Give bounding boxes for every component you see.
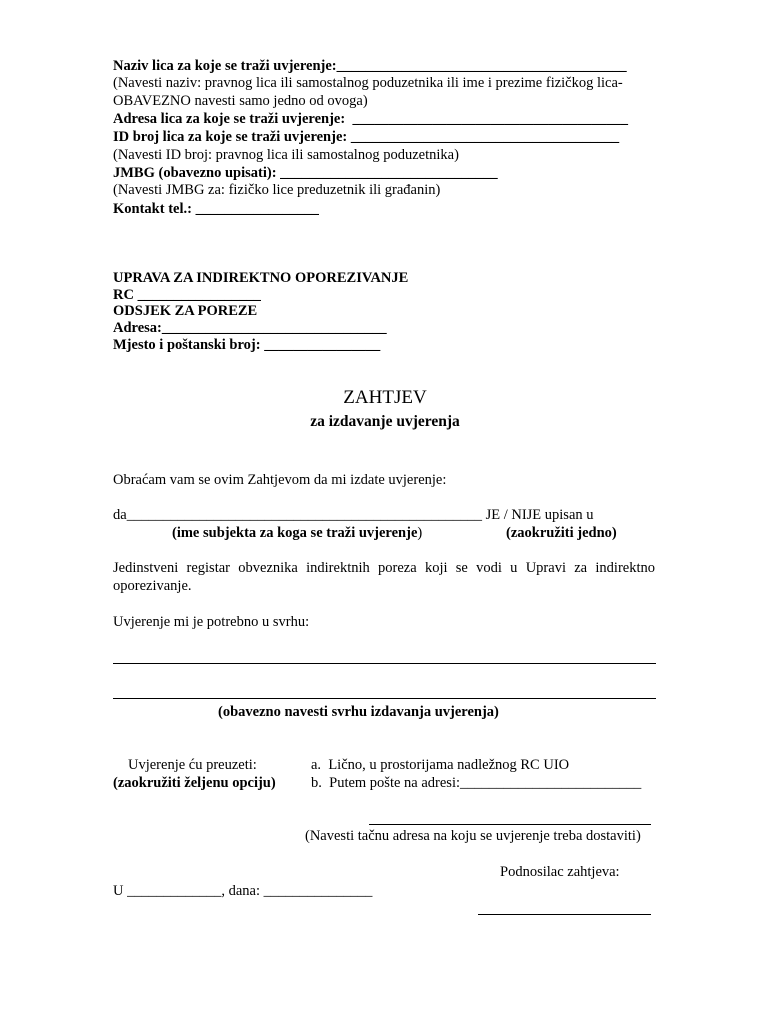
pickup-option-a — [311, 756, 569, 774]
signer-label: Podnosilac zahtjeva: — [500, 864, 620, 880]
applicant-jmbg-row — [113, 164, 498, 182]
je-nije-text: JE / NIJE upisan u — [485, 507, 594, 523]
da-row — [113, 506, 594, 524]
recipient-address-row — [113, 319, 387, 337]
applicant-name-blank: ________________________________________ — [336, 58, 627, 74]
option-b-text: Putem pošte na adresi: — [329, 775, 461, 791]
subject-hint-end: ) — [417, 525, 423, 541]
intro-text: Obraćam vam se ovim Zahtjevom da mi izdate uvjerenje: — [113, 472, 447, 488]
document-subtitle: za izdavanje uvjerenja — [310, 413, 460, 430]
option-b-marker: b. — [311, 775, 322, 791]
applicant-name-row — [113, 57, 627, 75]
register-text: Jedinstveni registar obveznika indirektnih poreza koji se vodi u Upravi za indirektno oporezivanje. — [113, 560, 655, 594]
place-blank: _____________ — [127, 883, 222, 899]
applicant-id-blank: _____________________________________ — [350, 129, 620, 145]
recipient-address-label: Adresa: — [113, 320, 162, 336]
applicant-id-label: ID broj lica za koje se traži uvjerenje: — [113, 129, 348, 145]
date-label: , dana: — [221, 883, 261, 899]
applicant-name-hint-2: OBAVEZNO navesti samo jedno od ovoga) — [113, 93, 368, 109]
applicant-address-blank: ______________________________________ — [352, 111, 628, 127]
circle-one-hint: (zaokružiti jedno) — [506, 525, 617, 541]
recipient-rc-blank: _________________ — [137, 287, 261, 303]
da-prefix: da — [113, 507, 127, 523]
place-prefix: U — [113, 883, 124, 899]
signature-line — [478, 914, 651, 915]
purpose-line-2 — [113, 698, 656, 699]
document-title: ZAHTJEV — [343, 387, 427, 408]
applicant-jmbg-label: JMBG (obavezno upisati): — [113, 165, 277, 181]
applicant-name-hint-1: (Navesti naziv: pravnog lica ili samostalnog poduzetnika ili ime i prezime fizičkog lica- — [113, 75, 623, 91]
option-b-address-blank: _________________________ — [460, 775, 642, 791]
purpose-line-1 — [113, 663, 656, 664]
recipient-city-row — [113, 336, 380, 354]
place-date-row — [113, 882, 372, 900]
delivery-address-hint: (Navesti tačnu adresa na koju se uvjerenje treba dostaviti) — [305, 828, 641, 844]
recipient-address-blank: _______________________________ — [161, 320, 387, 336]
applicant-name-label: Naziv lica za koje se traži uvjerenje: — [113, 58, 337, 74]
recipient-org: UPRAVA ZA INDIREKTNO OPOREZIVANJE — [113, 270, 409, 286]
da-subject-blank: _________________________________________________ — [126, 507, 482, 523]
applicant-id-hint: (Navesti ID broj: pravnog lica ili samostalnog poduzetnika) — [113, 147, 459, 163]
option-a-text: Lično, u prostorijama nadležnog RC UIO — [328, 757, 570, 773]
recipient-dept: ODSJEK ZA POREZE — [113, 303, 258, 319]
subject-hint-bold: (ime subjekta za koga se traži uvjerenje — [172, 525, 418, 541]
applicant-address-row — [113, 110, 628, 128]
delivery-address-line — [369, 824, 651, 825]
recipient-city-label: Mjesto i poštanski broj: — [113, 337, 261, 353]
applicant-address-label: Adresa lica za koje se traži uvjerenje: — [113, 111, 346, 127]
purpose-label: Uvjerenje mi je potrebno u svrhu: — [113, 614, 310, 630]
pickup-label: Uvjerenje ću preuzeti: — [128, 757, 257, 773]
option-a-marker: a. — [311, 757, 322, 773]
recipient-city-blank: ________________ — [264, 337, 381, 353]
applicant-jmbg-blank: ______________________________ — [280, 165, 498, 181]
applicant-jmbg-hint: (Navesti JMBG za: fizičko lice preduzetnik ili građanin) — [113, 182, 441, 198]
recipient-rc-label: RC — [113, 287, 134, 303]
applicant-phone-row — [113, 200, 319, 218]
pickup-option-b — [311, 774, 641, 792]
purpose-hint: (obavezno navesti svrhu izdavanja uvjerenja) — [218, 704, 499, 720]
date-blank: _______________ — [263, 883, 373, 899]
pickup-hint: (zaokružiti željenu opciju) — [113, 775, 276, 791]
applicant-phone-label: Kontakt tel.: — [113, 201, 192, 217]
applicant-phone-blank: _________________ — [195, 201, 319, 217]
applicant-id-row — [113, 128, 619, 146]
subject-hint — [172, 524, 422, 542]
